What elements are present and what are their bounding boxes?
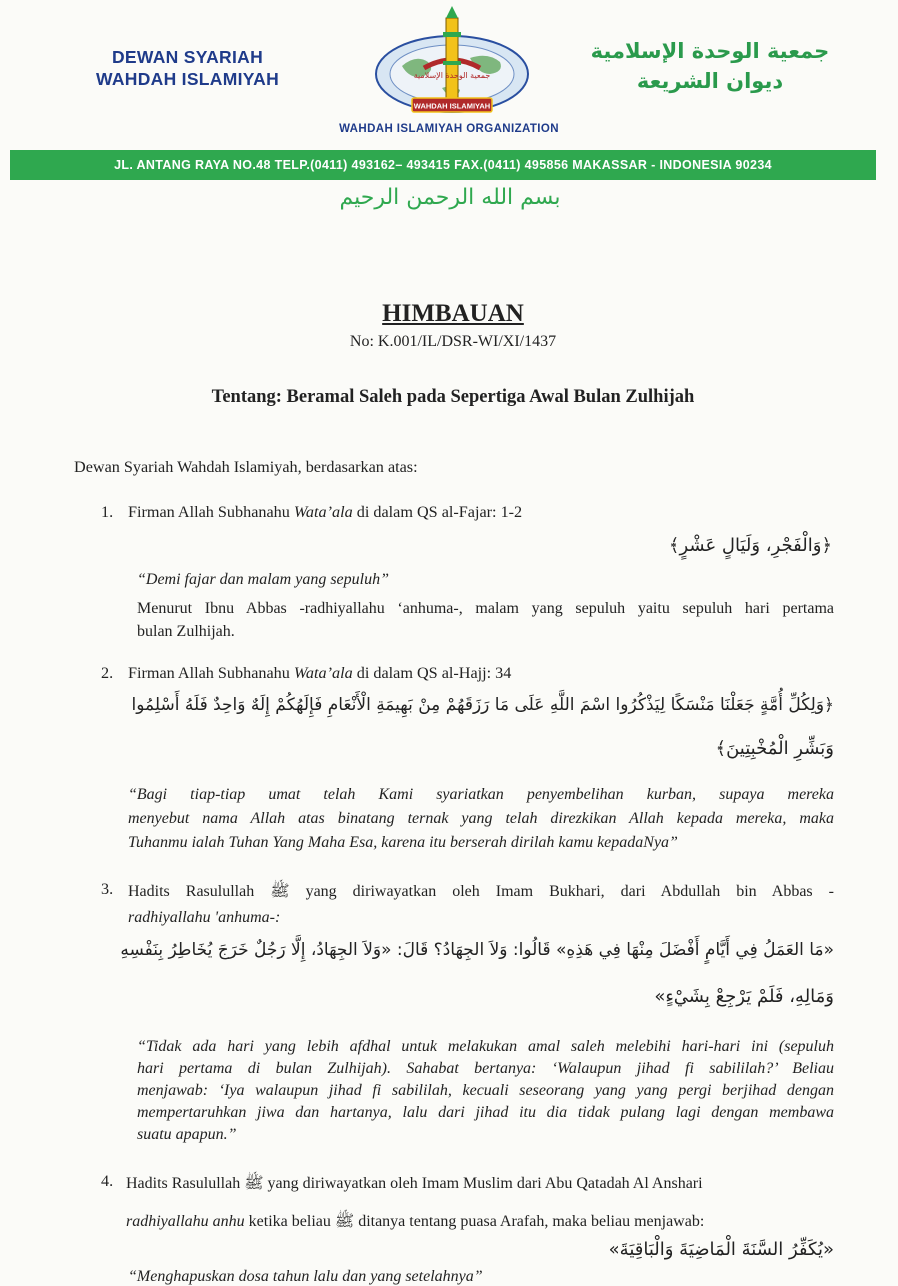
item-3-line2: radhiyallahu 'anhuma-: — [128, 909, 281, 926]
org-arabic-line2: ديوان الشريعة — [636, 69, 784, 93]
org-name-line2: WAHDAH ISLAMIYAH — [95, 69, 280, 89]
item-2-arabic-line1: ﴿وَلِكُلِّ أُمَّةٍ جَعَلْنَا مَنْسَكًا لِيَذْكُرُوا اسْمَ اللَّهِ عَلَى مَا رَزَقَهُمْ مِنْ بَهِيمَةِ الْأَنْعَامِ فَإِلَهُكُمْ إِلَهٌ وَاحِدٌ فَلَهُ أَسْلِمُوا — [131, 695, 834, 715]
document-subject: Tentang: Beramal Saleh pada Sepertiga Awal Bulan Zulhijah — [211, 387, 695, 407]
item-2-heading-a: Firman Allah Subhanahu — [128, 664, 294, 682]
globe-minaret-logo — [372, 6, 532, 121]
item-3-arabic-line1: «مَا العَمَلُ فِي أَيَّامٍ أَفْضَلَ مِنْهَا فِي هَذِهِ» قَالُوا: وَلاَ الجِهَادُ؟ قَالَ: «وَلاَ الجِهَادُ، إِلَّا رَجُلٌ خَرَجَ يُخَاطِرُ بِنَفْسِهِ — [120, 940, 834, 960]
item-2-heading-b: di dalam QS al-Hajj: 34 — [352, 664, 512, 682]
item-4-translation: “Menghapuskan dosa tahun lalu dan yang setelahnya” — [128, 1268, 483, 1285]
item-2-arabic-line2: وَبَشِّرِ الْمُخْبِتِينَ﴾ — [715, 738, 834, 759]
item-2-translation-line2: menyebut nama Allah atas binatang ternak yang telah direzkikan Allah kepada mereka, maka — [128, 810, 834, 827]
item-3-translation-line2: hari pertama di bulan Zulhijah). Sahabat bertanya: ‘Walaupun jihad fi sabililah?’ Beliau — [137, 1060, 834, 1077]
basmala-calligraphy: بسم الله الرحمن الرحيم — [339, 185, 561, 210]
intro-text: Dewan Syariah Wahdah Islamiyah, berdasarkan atas: — [74, 458, 418, 476]
item-3-translation-line3: menjawab: ‘Iya walaupun jihad fi sabililah, kecuali seseorang yang yang pergi berjihad dengan — [137, 1082, 834, 1099]
logo-banner-text: WAHDAH ISLAMIYAH — [413, 101, 491, 111]
organization-logo — [372, 6, 532, 121]
item-2-translation-line1: “Bagi tiap-tiap umat telah Kami syariatkan penyembelihan kurban, supaya mereka — [128, 786, 834, 803]
org-name-latin — [70, 46, 305, 90]
item-4-line2-italic: radhiyallahu anhu — [126, 1213, 245, 1230]
item-2-heading — [128, 664, 511, 683]
item-1-note-line1: Menurut Ibnu Abbas -radhiyallahu ‘anhuma-, malam yang sepuluh yaitu sepuluh hari pertama — [137, 600, 834, 617]
org-arabic-line1: جمعية الوحدة الإسلامية — [590, 39, 830, 63]
document-number: No: K.001/IL/DSR-WI/XI/1437 — [349, 333, 557, 350]
item-1-number: 1. — [101, 503, 114, 521]
item-1-heading-a: Firman Allah Subhanahu — [128, 503, 294, 521]
item-2-heading-italic: Wata’ala — [293, 664, 353, 682]
item-3-translation-line1: “Tidak ada hari yang lebih afdhal untuk melakukan amal saleh melebihi hari-hari ini (sepuluh — [137, 1038, 834, 1055]
org-name-line1: DEWAN SYARIAH — [111, 47, 264, 67]
org-name-arabic — [560, 36, 860, 96]
address-bar: JL. ANTANG RAYA NO.48 TELP.(0411) 493162– 493415 FAX.(0411) 495856 MAKASSAR - INDONESIA 90234 — [10, 150, 876, 180]
item-4-number: 4. — [101, 1172, 114, 1190]
item-4-line2-rest: ketika beliau ﷺ ditanya tentang puasa Arafah, maka beliau menjawab: — [244, 1213, 705, 1230]
item-3-translation-line5: suatu apapun.” — [137, 1126, 237, 1143]
document-title: HIMBAUAN — [382, 300, 524, 327]
item-3-number: 3. — [101, 880, 114, 898]
org-english-name: WAHDAH ISLAMIYAH ORGANIZATION — [339, 123, 559, 135]
item-1-heading — [128, 503, 522, 522]
logo-ring-text: جمعية الوحدة الإسلامية — [413, 71, 491, 80]
item-4-line1: Hadits Rasulullah ﷺ yang diriwayatkan oleh Imam Muslim dari Abu Qatadah Al Anshari — [126, 1175, 703, 1192]
item-2-number: 2. — [101, 664, 114, 682]
item-1-translation: “Demi fajar dan malam yang sepuluh” — [137, 571, 389, 588]
item-4-arabic: «يُكَفِّرُ السَّنَةَ الْمَاضِيَةَ وَالْبَاقِيَةَ» — [608, 1239, 834, 1260]
item-1-arabic: ﴿وَالْفَجْرِ، وَلَيَالٍ عَشْرٍ﴾ — [668, 535, 832, 556]
item-3-arabic-line2: وَمَالِهِ، فَلَمْ يَرْجِعْ بِشَيْءٍ» — [654, 986, 834, 1007]
item-2-translation-line3: Tuhanmu ialah Tuhan Yang Maha Esa, karena itu berserah dirilah kamu kepadaNya” — [128, 834, 678, 851]
item-1-heading-b: di dalam QS al-Fajar: 1-2 — [352, 503, 523, 521]
item-3-translation-line4: mempertaruhkan jiwa dan hartanya, lalu dari jihad itu dia tidak pulang lagi dengan membawa — [137, 1104, 834, 1121]
item-3-line1: Hadits Rasulullah ﷺ yang diriwayatkan oleh Imam Bukhari, dari Abdullah bin Abbas - — [128, 883, 834, 900]
item-1-heading-italic: Wata’ala — [293, 503, 353, 521]
item-1-note-line2: bulan Zulhijah. — [137, 623, 235, 640]
